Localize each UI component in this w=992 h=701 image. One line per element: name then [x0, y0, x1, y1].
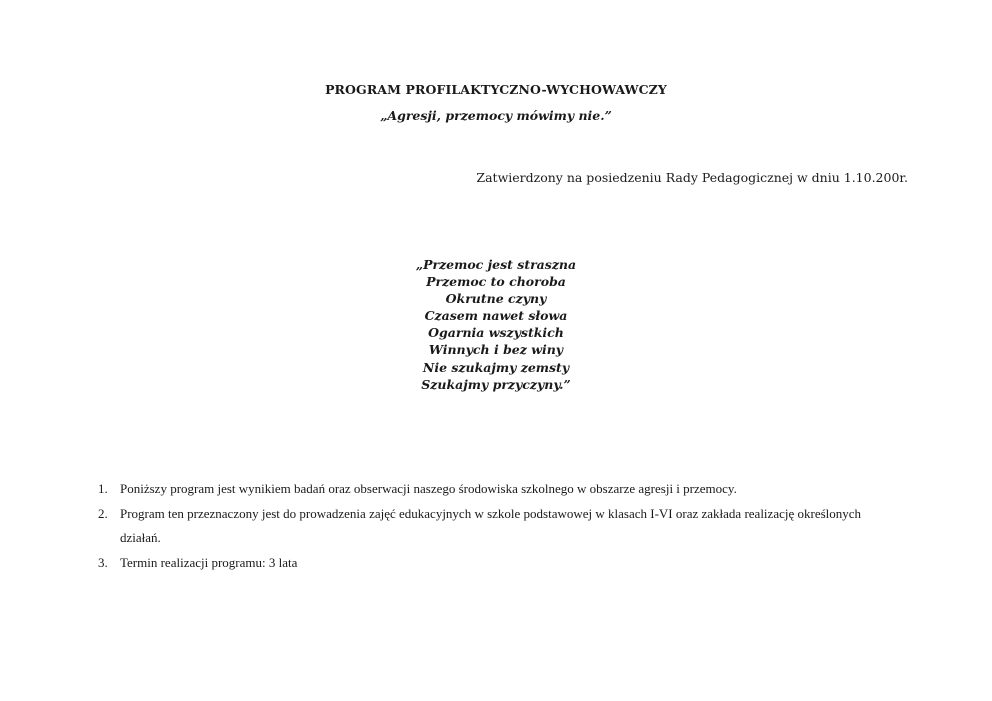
poem [0, 256, 992, 393]
numbered-list [98, 477, 898, 575]
list-item [98, 551, 898, 576]
poem-line: Ogarnia wszystkich [428, 325, 564, 341]
poem-line: Okrutne czyny [445, 291, 547, 307]
poem-line: Winnych i bez winy [428, 342, 564, 358]
poem-line: Szukajmy przyczyny.” [421, 376, 571, 392]
document-title: PROGRAM PROFILAKTYCZNO-WYCHOWAWCZY [325, 82, 667, 97]
poem-line: Przemoc to choroba [426, 274, 566, 290]
approval-note: Zatwierdzony na posiedzeniu Rady Pedagogicznej w dniu 1.10.200r. [476, 170, 908, 185]
list-item [98, 477, 898, 502]
list-item-number: 3. [98, 554, 108, 570]
list-item [98, 502, 898, 551]
document-subtitle: „Agresji, przemocy mówimy nie.” [380, 108, 612, 123]
poem-line: „Przemoc jest straszna [415, 257, 577, 272]
list-item-number: 2. [98, 505, 108, 521]
poem-line: Czasem nawet słowa [424, 308, 568, 324]
list-item-text: Program ten przeznaczony jest do prowadzenia zajęć edukacyjnych w szkole podstawowej w klasach I-VI oraz zakłada realizację określonych działań. [120, 505, 862, 545]
poem-line: Nie szukajmy zemsty [422, 359, 570, 375]
list-item-text: Termin realizacji programu: 3 lata [120, 554, 298, 570]
list-item-text: Poniższy program jest wynikiem badań oraz obserwacji naszego środowiska szkolnego w obszarze agresji i przemocy. [120, 481, 737, 496]
list-item-number: 1. [98, 481, 108, 496]
